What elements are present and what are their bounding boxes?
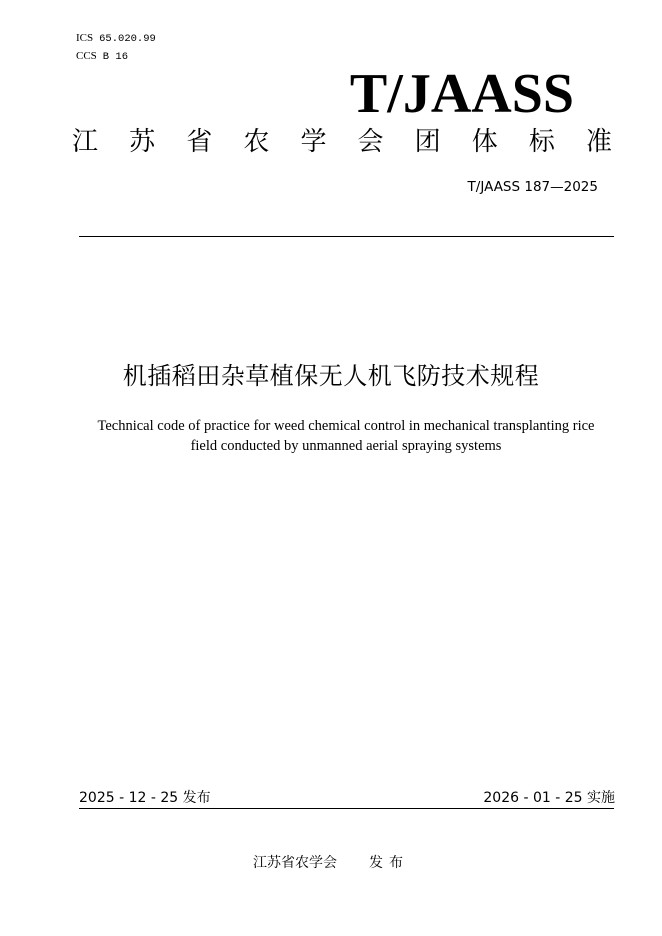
english-title-line-1: Technical code of practice for weed chemical control in mechanical transplanting rice — [97, 418, 595, 434]
ccs-row — [76, 48, 156, 66]
effective-date: 2026 - 01 - 25 实施 — [483, 790, 615, 806]
document-number: T/JAASS 187—2025 — [467, 179, 598, 195]
ics-row — [76, 30, 156, 48]
header-divider — [79, 236, 614, 237]
ccs-label: CCS — [76, 50, 97, 62]
ics-code: 65.020.99 — [99, 33, 156, 45]
org-title-char: 农 — [243, 127, 270, 157]
standard-brand: T/JAASS — [349, 63, 574, 125]
org-title-char: 体 — [471, 127, 498, 157]
english-title-line-2: field conducted by unmanned aerial spraying systems — [190, 438, 502, 454]
publisher-line — [0, 853, 662, 873]
org-title-char: 省 — [186, 127, 213, 157]
org-title-char: 苏 — [129, 127, 156, 157]
org-standard-title — [72, 124, 612, 160]
classification-codes — [76, 30, 156, 66]
org-title-char: 准 — [585, 127, 612, 157]
publisher-name: 江苏省农学会 — [253, 855, 337, 871]
footer-divider — [79, 808, 614, 809]
ccs-code: B 16 — [102, 51, 129, 63]
publisher-action: 发布 — [369, 855, 409, 871]
chinese-title: 机插稻田杂草植保无人机飞防技术规程 — [122, 362, 540, 390]
ics-label: ICS — [76, 32, 94, 44]
org-title-char: 团 — [414, 127, 441, 157]
org-title-char: 会 — [357, 127, 384, 157]
issue-date: 2025 - 12 - 25 发布 — [79, 790, 211, 806]
english-title — [70, 416, 622, 456]
org-title-char: 学 — [300, 127, 327, 157]
org-title-char: 标 — [528, 127, 555, 157]
org-title-char: 江 — [72, 127, 99, 157]
